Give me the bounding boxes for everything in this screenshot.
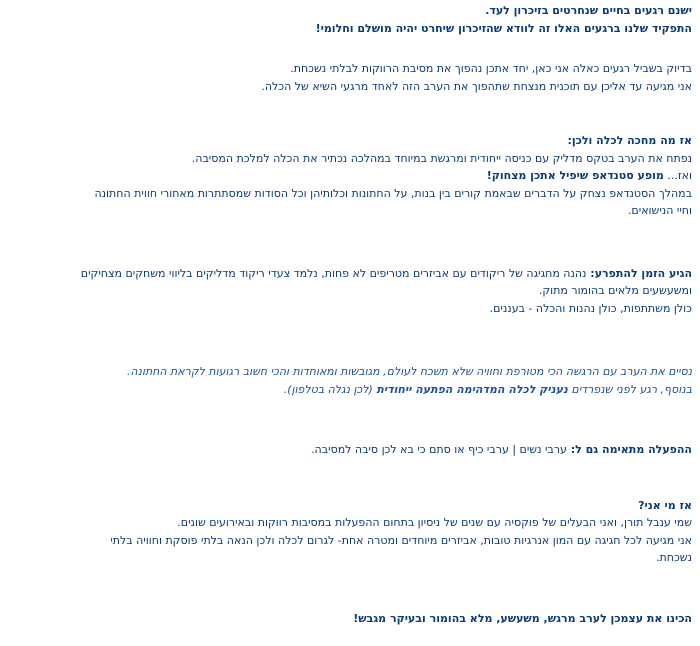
text-line — [0, 202, 692, 220]
text-run: וחיי הנישואים. — [627, 204, 692, 217]
text-line — [0, 60, 692, 78]
text-line — [0, 549, 692, 567]
text-line — [0, 300, 692, 318]
text-run: אני מגיעה לכל חגיגה עם המון אנרגיות טובות, אביזרים מיוחדים ומטרה אחת- לגרום לכלה ולכן הנאה בלתי פוסקת וחוויה בלתי — [110, 533, 692, 547]
text-run: מופע סטנדאפ שיפיל אתכן מצחוק! — [486, 169, 664, 182]
text-run: אני מגיעה עד אליכן עם תוכנית מנצחת שתהפוך את הערב הזה לאחד מרגעי השיא של הכלה. — [261, 79, 692, 93]
text-run: ומשעשעים מלאים בהומור מתוק. — [538, 284, 692, 297]
paragraph-dancing — [0, 265, 692, 318]
text-line — [0, 532, 692, 550]
text-line — [0, 514, 692, 532]
paragraph-intro — [0, 2, 692, 37]
text-run: נסיים את הערב עם הרגשה הכי מטורפת וחוויה שלא תשכח לעולם, מגובשות ומאוחדות והכי חשוב רגועות לקראת החתונה. — [126, 365, 692, 378]
text-run: בדיוק בשביל רגעים כאלה אני כאן, יחד אתכן נהפוך את מסיבת הרווקות לבלתי נשכחת. — [290, 62, 692, 75]
text-run: אז מה מחכה לכלה ולכן: — [567, 134, 692, 147]
text-run: כולן משתתפות, כולן נהנות והכלה - בעננים. — [489, 301, 692, 315]
text-run: נפתח את הערב בטקס מדליק עם כניסה ייחודית ומרגשת במיוחד במהלכה נכתיר את הכלה למלכת המסיבה. — [191, 151, 692, 165]
text-run: במהלך הסטנדאפ נצחק על הדברים שבאמת קורים בין בנות, על החתונות וכלותיהן וכל הסודות שמסתתרות מאחורי חווית החתונה — [94, 186, 692, 200]
paragraph-closing — [0, 363, 692, 398]
text-line — [0, 2, 692, 20]
text-line — [0, 363, 692, 381]
text-run: נעניק לכלה המדהימה הפתעה ייחודית — [376, 382, 568, 396]
text-line — [0, 441, 692, 459]
text-run: (לכן נגלה בטלפון). — [283, 382, 377, 396]
paragraph-program — [0, 132, 692, 220]
text-run: הגיע הזמן להתפרע: — [586, 266, 692, 280]
text-run: ערבי נשים | ערבי כיף או סתם כי בא לכן סיבה למסיבה. — [311, 443, 567, 456]
text-line — [0, 132, 692, 150]
paragraph-about-me — [0, 497, 692, 567]
text-run: הכינו את עצמכן לערב מרגש, משעשע, מלא בהומור ובעיקר מגבש! — [353, 611, 692, 625]
text-run: בנוסף, רגע לפני שנפרדים — [567, 382, 692, 396]
text-line — [0, 381, 692, 399]
text-line — [0, 78, 692, 96]
text-line — [0, 282, 692, 300]
text-run: ההפעלה מתאימה גם ל: — [566, 443, 692, 456]
text-run: ישנם רגעים בחיים שנחרטים בזיכרון לעד. — [485, 4, 692, 17]
text-run: ואז... — [663, 169, 692, 182]
text-line — [0, 167, 692, 185]
text-line — [0, 20, 692, 38]
text-line — [0, 497, 692, 515]
text-line — [0, 610, 692, 628]
text-line — [0, 150, 692, 168]
paragraph-call-to-action — [0, 610, 692, 628]
paragraph-pitch — [0, 60, 692, 95]
text-run: נשכחת. — [656, 551, 692, 564]
paragraph-suitable-for — [0, 441, 692, 459]
text-line — [0, 185, 692, 203]
text-run: אז מי אני? — [638, 498, 692, 512]
text-run: נהנה מחגיגה של ריקודים עם אביזרים מטריפים לא פחות, נלמד צעדי ריקוד מדליקים בליווי משחקים מצחיקים — [80, 266, 587, 280]
text-line — [0, 265, 692, 283]
text-run: התפקיד שלנו ברגעים האלו זה לוודא שהזיכרון שיחרט יהיה מושלם וחלומי! — [315, 21, 692, 35]
text-run: שמי ענבל תורן, ואני הבעלים של פוקסיה עם שנים של ניסיון בתחום ההפעלות במסיבות רווקות ובאירועים שונים. — [177, 516, 692, 529]
